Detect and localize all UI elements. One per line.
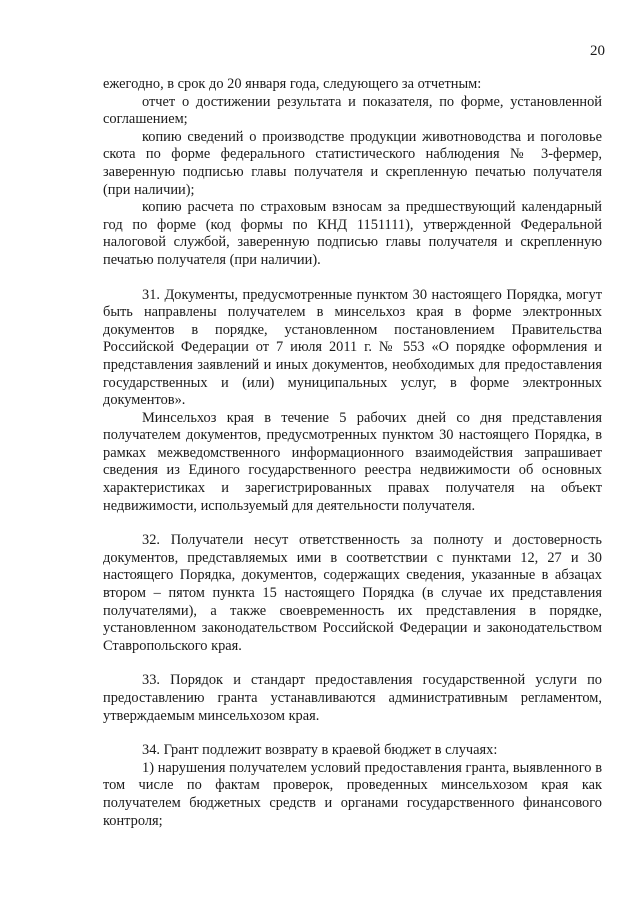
paragraph: отчет о достижении результата и показателя, по форме, установленной соглашением; xyxy=(103,93,602,128)
paragraph-34: 34. Грант подлежит возврату в краевой бюджет в случаях: xyxy=(142,742,498,759)
paragraph-33: 33. Порядок и стандарт предоставления государственной услуги по предоставлению гранта устанавливаются административным регламентом, утверждаемым минсельхозом края. xyxy=(103,672,602,724)
paragraph: копию расчета по страховым взносам за предшествующий календарный год по форме (код формы по КНД 1151111), утвержденной Федеральной налоговой службой, заверенную подписью главы получателя и скрепленную печатью получателя (при наличии). xyxy=(103,199,602,268)
paragraph: ежегодно, в срок до 20 января года, следующего за отчетным: xyxy=(103,76,482,92)
paragraph: 1) нарушения получателем условий предоставления гранта, выявленного в том числе по фактам проверок, проведенных минсельхозом края как получателем бюджетных средств и органами государственного финансового контроля; xyxy=(103,759,602,829)
paragraph-32: 32. Получатели несут ответственность за полноту и достоверность документов, представляемых ими в соответствии с пунктами 12, 27 и 30 настоящего Порядка, документов, содержащих сведения, указанные в абзацах втором – пятом пункта 15 настоящего Порядка (в случае их представления получателями), а также своевременность их представления в порядке, установленном законодательством Российской Федерации и законодательством Ставропольского края. xyxy=(103,532,602,654)
document-body xyxy=(103,76,602,830)
paragraph: копию сведений о производстве продукции животноводства и поголовье скота по форме федерального статистического наблюдения № 3-фермер, заверенную подписью главы получателя и скрепленную печатью получателя (при наличии); xyxy=(103,128,602,198)
paragraph: Минсельхоз края в течение 5 рабочих дней со дня представления получателем документов, предусмотренных пунктом 30 настоящего Порядка, в рамках межведомственного информационного взаимодействия запрашивает сведения из Единого государственного реестра недвижимости об основных характеристиках и зарегистрированных правах получателя на объект недвижимости, используемый для деятельности получателя. xyxy=(103,409,602,514)
page-number: 20 xyxy=(590,43,605,59)
paragraph-31: 31. Документы, предусмотренные пунктом 30 настоящего Порядка, могут быть направлены получателем в минсельхоз края в форме электронных документов в порядке, установленном постановлением Правительства Российской Федерации от 7 июля 2011 г. № 553 «О порядке оформления и представления заявлений и иных документов, необходимых для предоставления государственных и (или) муниципальных услуг, в форме электронных документов». xyxy=(103,286,602,409)
